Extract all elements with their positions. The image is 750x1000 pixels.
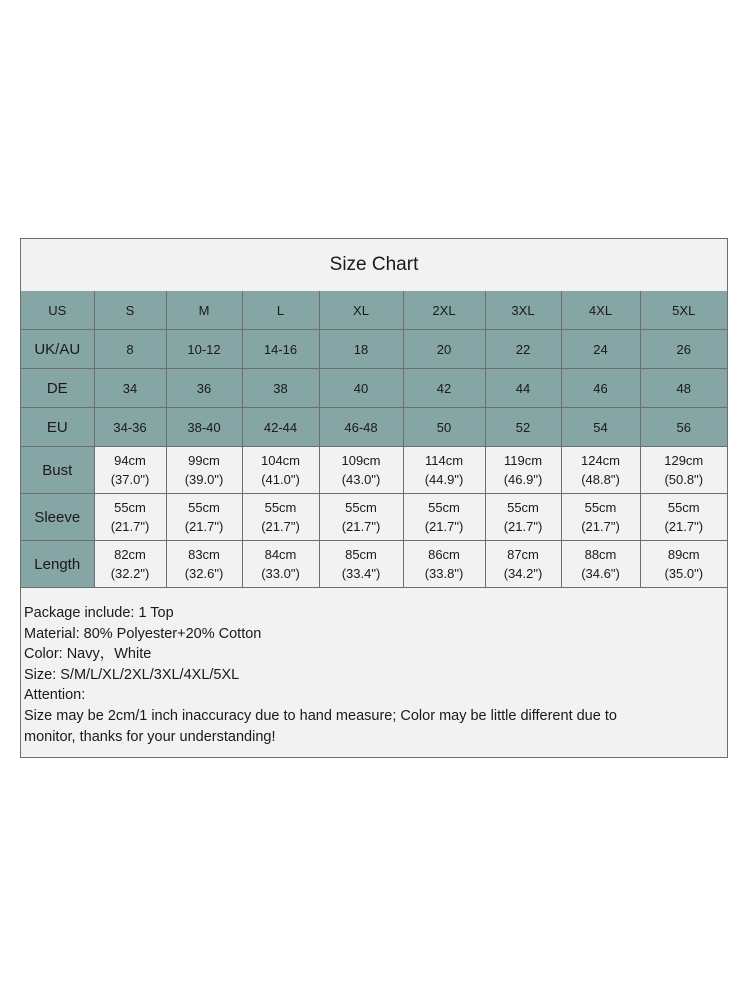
size-chart — [20, 238, 728, 758]
cm-value: 85cm — [345, 547, 377, 562]
cm-value: 84cm — [264, 547, 297, 562]
cm-value: 104cm — [260, 453, 301, 468]
size-table — [21, 291, 727, 588]
table-cell — [485, 447, 561, 494]
table-cell — [561, 447, 640, 494]
table-cell: 34 — [94, 369, 166, 408]
table-cell: 22 — [485, 330, 561, 369]
table-cell — [94, 494, 166, 541]
table-cell: 54 — [561, 408, 640, 447]
table-cell: 46 — [561, 369, 640, 408]
row-label: DE — [21, 369, 94, 408]
cm-value: 119cm — [503, 453, 543, 468]
table-cell — [403, 494, 485, 541]
cm-value: 83cm — [188, 547, 220, 562]
note-disclaimer-line1: Size may be 2cm/1 inch inaccuracy due to hand measure; Color may be little different due to — [24, 707, 617, 724]
size-header-cell: 3XL — [485, 291, 561, 330]
cm-value: 129cm — [664, 453, 704, 468]
table-cell: 50 — [403, 408, 485, 447]
cm-value: 55cm — [667, 500, 700, 515]
inch-value: (21.7") — [184, 519, 224, 534]
table-cell — [403, 541, 485, 588]
cm-value: 55cm — [584, 500, 617, 515]
cm-value: 55cm — [114, 500, 146, 515]
table-cell — [640, 447, 727, 494]
size-header-cell: S — [94, 291, 166, 330]
measurement-row — [21, 541, 727, 588]
size-header-cell: M — [166, 291, 242, 330]
cm-value: 82cm — [114, 547, 146, 562]
table-cell — [485, 541, 561, 588]
cm-value: 87cm — [507, 547, 539, 562]
note-size: Size: S/M/L/XL/2XL/3XL/4XL/5XL — [24, 666, 240, 683]
inch-value: (34.6") — [581, 566, 620, 581]
conversion-row — [21, 369, 727, 408]
table-cell: 14-16 — [242, 330, 319, 369]
table-cell — [561, 541, 640, 588]
cm-value: 114cm — [424, 453, 464, 468]
note-attention: Attention: — [24, 687, 86, 704]
inch-value: (21.7") — [110, 519, 150, 534]
table-cell: 38-40 — [166, 408, 242, 447]
table-cell — [640, 541, 727, 588]
table-cell — [242, 494, 319, 541]
inch-value: (39.0") — [184, 472, 224, 487]
size-header-cell: L — [242, 291, 319, 330]
inch-value: (34.2") — [503, 566, 543, 581]
cm-value: 55cm — [345, 500, 377, 515]
table-cell: 18 — [319, 330, 403, 369]
conversion-row — [21, 408, 727, 447]
inch-value: (48.8") — [581, 472, 620, 487]
table-cell: 8 — [94, 330, 166, 369]
table-cell — [166, 494, 242, 541]
note-package: Package include: 1 Top — [24, 605, 174, 621]
table-cell: 44 — [485, 369, 561, 408]
cm-value: 89cm — [667, 547, 700, 562]
inch-value: (33.8") — [424, 566, 464, 581]
cm-value: 86cm — [428, 547, 460, 562]
cm-value: 55cm — [428, 500, 460, 515]
cm-value: 109cm — [341, 453, 381, 468]
measurement-row — [21, 494, 727, 541]
table-cell: 24 — [561, 330, 640, 369]
table-cell: 34-36 — [94, 408, 166, 447]
row-label: UK/AU — [21, 330, 94, 369]
table-cell: 46-48 — [319, 408, 403, 447]
size-header-cell: 5XL — [640, 291, 727, 330]
cm-value: 124cm — [580, 453, 621, 468]
table-cell — [319, 447, 403, 494]
table-cell: 48 — [640, 369, 727, 408]
cm-value: 88cm — [584, 547, 617, 562]
size-header-cell: 4XL — [561, 291, 640, 330]
inch-value: (50.8") — [664, 472, 704, 487]
note-color: Color: Navy，White — [24, 646, 152, 663]
cm-value: 55cm — [188, 500, 220, 515]
table-cell: 20 — [403, 330, 485, 369]
conversion-row — [21, 330, 727, 369]
cm-value: 94cm — [114, 453, 146, 468]
table-cell — [166, 541, 242, 588]
row-label: EU — [21, 408, 94, 447]
table-cell — [319, 541, 403, 588]
inch-value: (33.4") — [341, 566, 381, 581]
inch-value: (21.7") — [424, 519, 464, 534]
inch-value: (33.0") — [261, 566, 300, 581]
table-cell: 10-12 — [166, 330, 242, 369]
inch-value: (21.7") — [341, 519, 381, 534]
table-cell: 40 — [319, 369, 403, 408]
inch-value: (46.9") — [503, 472, 543, 487]
table-cell — [561, 494, 640, 541]
inch-value: (43.0") — [341, 472, 381, 487]
size-header-row — [21, 291, 727, 330]
header-label: US — [21, 291, 94, 330]
note-disclaimer-line2: monitor, thanks for your understanding! — [24, 728, 276, 745]
note-material: Material: 80% Polyester+20% Cotton — [24, 625, 262, 642]
table-cell: 52 — [485, 408, 561, 447]
inch-value: (35.0") — [664, 566, 704, 581]
inch-value: (32.6") — [184, 566, 224, 581]
table-cell — [640, 494, 727, 541]
table-cell — [319, 494, 403, 541]
size-header-cell: 2XL — [403, 291, 485, 330]
table-cell: 42 — [403, 369, 485, 408]
row-label: Sleeve — [21, 494, 94, 541]
inch-value: (32.2") — [110, 566, 150, 581]
table-cell: 42-44 — [242, 408, 319, 447]
table-cell: 26 — [640, 330, 727, 369]
table-cell — [94, 447, 166, 494]
measurement-row — [21, 447, 727, 494]
table-cell — [94, 541, 166, 588]
row-label: Length — [21, 541, 94, 588]
product-notes — [24, 603, 724, 747]
table-cell — [242, 541, 319, 588]
size-header-cell: XL — [319, 291, 403, 330]
cm-value: 55cm — [264, 500, 297, 515]
cm-value: 55cm — [507, 500, 539, 515]
table-cell — [242, 447, 319, 494]
table-cell: 38 — [242, 369, 319, 408]
table-cell: 36 — [166, 369, 242, 408]
table-cell — [403, 447, 485, 494]
inch-value: (41.0") — [261, 472, 300, 487]
row-label: Bust — [21, 447, 94, 494]
inch-value: (21.7") — [581, 519, 620, 534]
inch-value: (44.9") — [424, 472, 464, 487]
chart-title: Size Chart — [21, 239, 727, 292]
inch-value: (21.7") — [261, 519, 300, 534]
table-cell — [485, 494, 561, 541]
table-cell: 56 — [640, 408, 727, 447]
inch-value: (37.0") — [110, 472, 150, 487]
table-cell — [166, 447, 242, 494]
inch-value: (21.7") — [503, 519, 543, 534]
inch-value: (21.7") — [664, 519, 704, 534]
cm-value: 99cm — [188, 453, 220, 468]
